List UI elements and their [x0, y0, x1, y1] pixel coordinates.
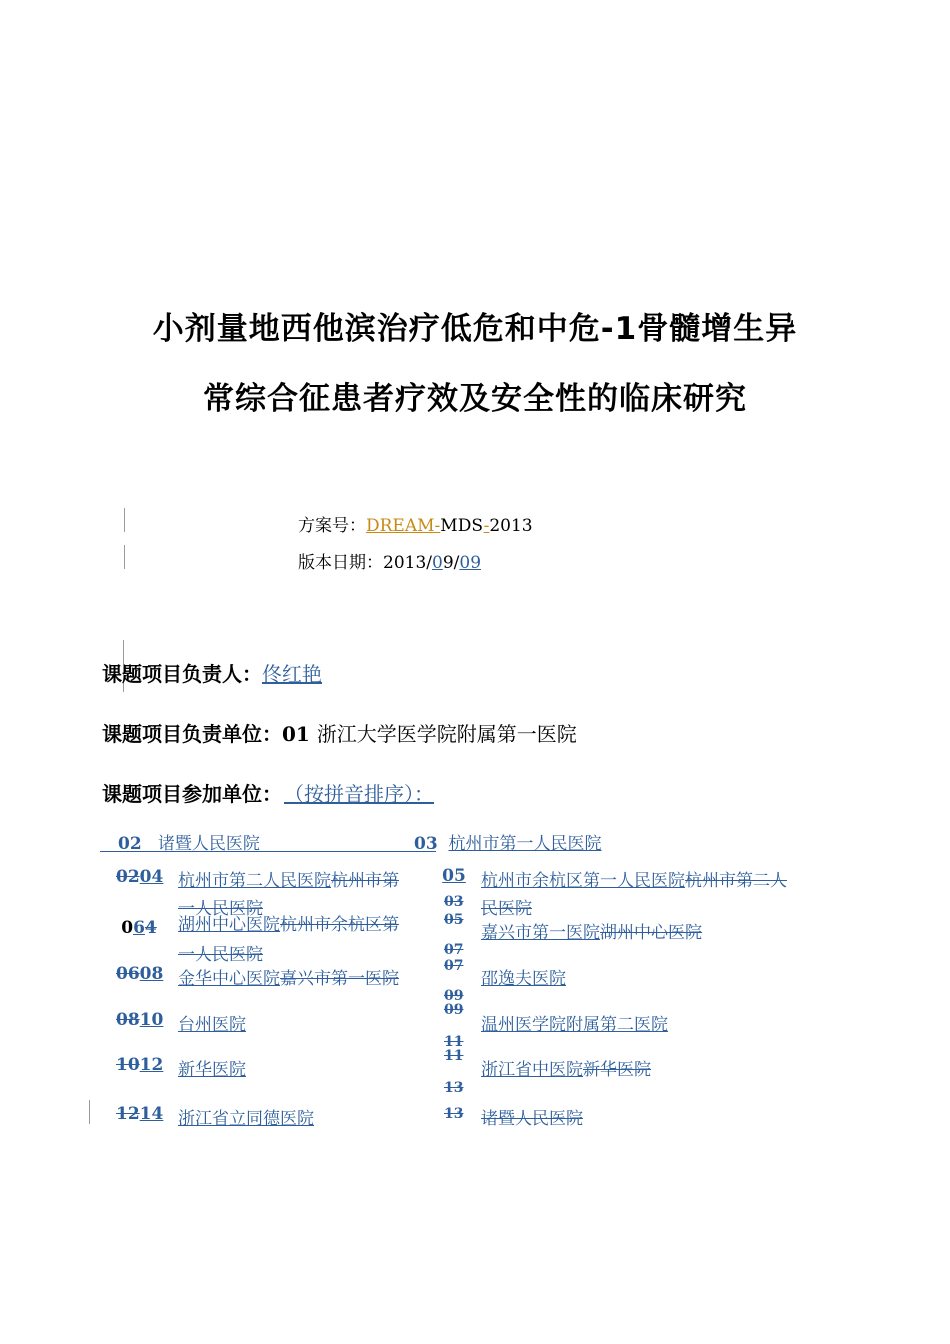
participant-units-note: （按拼音排序）：	[284, 782, 434, 806]
row1-left-code: 0204	[116, 867, 164, 887]
participant-units	[102, 778, 452, 807]
leader-unit	[102, 718, 577, 747]
row6-right-name: 诸暨人民医院	[481, 1109, 583, 1129]
unit-03-name: 杭州市第一人民医院	[448, 834, 602, 854]
row3-left-code: 0608	[116, 964, 164, 984]
document-title-line-1: 小剂量地西他滨治疗低危和中危-1骨髓增生异	[152, 311, 798, 347]
protocol-label: 方案号：	[298, 516, 366, 536]
row4-right-overflow-code: 11	[444, 1034, 464, 1050]
row5-left-code: 1012	[116, 1055, 164, 1075]
change-bar	[89, 1100, 90, 1124]
unit-03-code: 03	[414, 834, 438, 854]
row5-left-name: 新华医院	[178, 1060, 246, 1080]
row3-right-overflow-code: 09	[444, 988, 464, 1004]
row4-right-name: 温州医学院附属第二医院	[481, 1015, 668, 1035]
row1-right-name: 杭州市余杭区第一人民医院杭州市第二人	[481, 871, 787, 891]
change-bar	[124, 508, 125, 532]
row1-left-name: 杭州市第二人民医院杭州市第	[178, 871, 399, 891]
row3-left-name: 金华中心医院嘉兴市第一医院	[178, 969, 399, 989]
unit-02	[118, 829, 260, 854]
row1-right-overflow-code: 03	[444, 894, 464, 910]
row1-right-code: 05	[442, 866, 466, 886]
row5-right-name: 浙江省中医院新华医院	[481, 1060, 651, 1080]
version-month: 9/	[442, 553, 460, 573]
row6-left-name: 浙江省立同德医院	[178, 1109, 314, 1129]
version-date	[298, 548, 481, 573]
row2-left-code: 064	[121, 918, 157, 938]
unit-02-name: 诸暨人民医院	[157, 834, 260, 854]
protocol-number	[298, 511, 533, 536]
protocol-part-inserted: DREAM-	[366, 516, 441, 536]
change-bar	[124, 545, 125, 569]
row2-right-name: 嘉兴市第一医院湖州中心医院	[481, 923, 702, 943]
row5-right-overflow-code: 13	[444, 1080, 464, 1096]
version-day-inserted: 09	[459, 553, 482, 573]
unit-02-code: 02	[118, 834, 142, 854]
row4-left-name: 台州医院	[178, 1015, 246, 1035]
leader-unit-label: 课题项目负责单位：	[102, 722, 282, 746]
row4-right-code: 09	[444, 1002, 464, 1018]
row4-left-code: 0810	[116, 1010, 164, 1030]
participant-units-label: 课题项目参加单位：	[102, 782, 282, 806]
protocol-year: 2013	[489, 516, 533, 536]
leader-unit-code: 01	[282, 722, 310, 746]
row5-right-code: 11	[444, 1048, 464, 1064]
version-month-inserted: 0	[432, 553, 443, 573]
version-label: 版本日期：	[298, 553, 383, 573]
unit-03	[414, 829, 601, 854]
leader-unit-name: 浙江大学医学院附属第一医院	[316, 722, 577, 746]
row3-right-name: 邵逸夫医院	[481, 969, 566, 989]
project-leader-label: 课题项目负责人：	[102, 662, 262, 686]
row2-left-name: 湖州中心医院杭州市余杭区第	[178, 915, 399, 935]
row1-left-overflow-text: 一人民医院	[178, 899, 263, 919]
row2-right-code: 05	[444, 912, 464, 928]
row2-right-overflow-code: 07	[444, 942, 464, 958]
row1-right-overflow-text: 民医院	[481, 899, 532, 919]
row6-left-code: 1214	[116, 1104, 164, 1124]
project-leader	[102, 658, 322, 687]
document-title-line-2: 常综合征患者疗效及安全性的临床研究	[203, 381, 747, 417]
version-year: 2013/	[383, 553, 432, 573]
row6-right-code: 13	[444, 1106, 464, 1122]
protocol-part: MDS	[440, 516, 484, 536]
protocol-hyphen-inserted: -	[483, 516, 490, 536]
project-leader-name: 佟红艳	[262, 662, 322, 686]
row3-right-code: 07	[444, 958, 464, 974]
row2-left-overflow-text: 一人民医院	[178, 945, 263, 965]
